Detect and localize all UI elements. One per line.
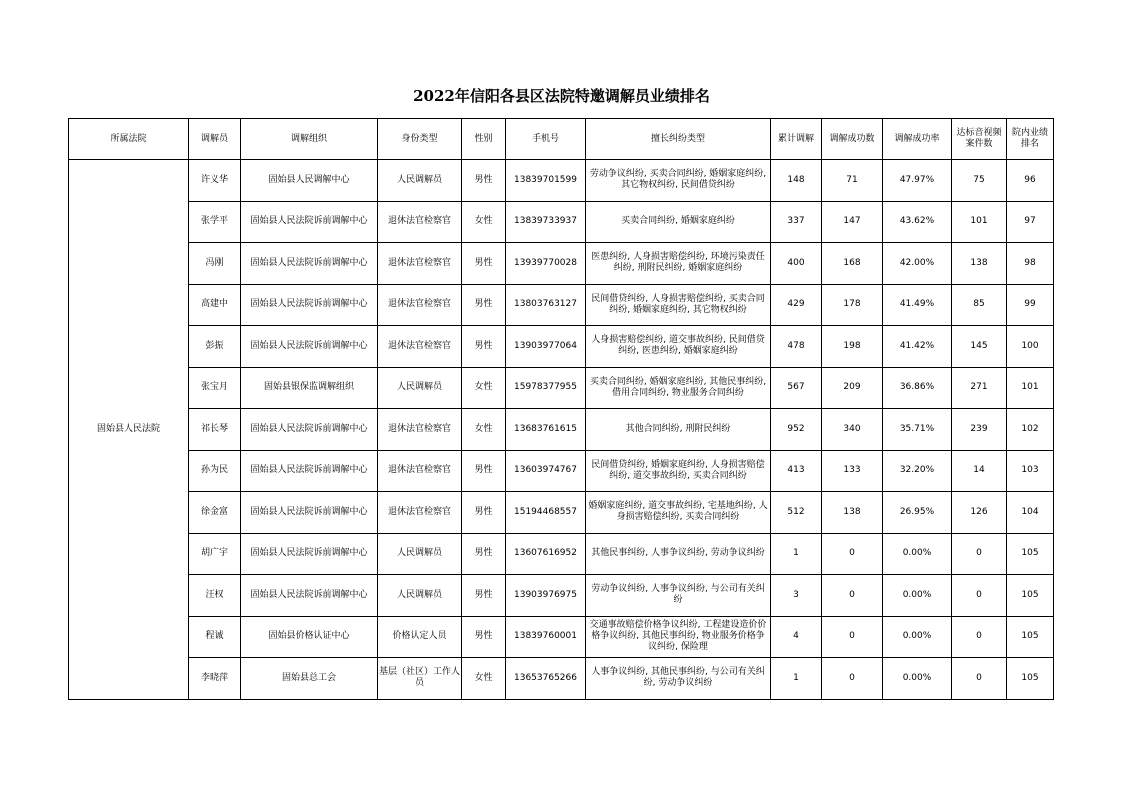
identity-cell: 退休法官检察官 bbox=[378, 201, 462, 243]
rate-cell: 0.00% bbox=[883, 575, 952, 617]
gender-cell: 女性 bbox=[462, 201, 506, 243]
organization-cell: 固始县人民法院诉前调解中心 bbox=[241, 326, 378, 368]
rate-cell: 43.62% bbox=[883, 201, 952, 243]
rate-cell: 35.71% bbox=[883, 409, 952, 451]
court-cell: 固始县人民法院 bbox=[69, 160, 189, 700]
gender-cell: 女性 bbox=[462, 409, 506, 451]
organization-cell: 固始县人民法院诉前调解中心 bbox=[241, 284, 378, 326]
header-court: 所属法院 bbox=[69, 119, 189, 160]
rate-cell: 0.00% bbox=[883, 658, 952, 700]
rate-cell: 42.00% bbox=[883, 243, 952, 285]
gender-cell: 男性 bbox=[462, 284, 506, 326]
rank-cell: 103 bbox=[1007, 450, 1054, 492]
phone-cell: 13683761615 bbox=[506, 409, 586, 451]
rank-cell: 104 bbox=[1007, 492, 1054, 534]
mediator-name-cell: 程诚 bbox=[189, 616, 241, 658]
total-cell: 567 bbox=[771, 367, 822, 409]
success-cell: 0 bbox=[822, 533, 883, 575]
organization-cell: 固始县人民法院诉前调解中心 bbox=[241, 409, 378, 451]
gender-cell: 男性 bbox=[462, 533, 506, 575]
header-specialty: 擅长纠纷类型 bbox=[586, 119, 771, 160]
phone-cell: 13939770028 bbox=[506, 243, 586, 285]
specialty-cell: 买卖合同纠纷, 婚姻家庭纠纷 bbox=[586, 201, 771, 243]
table-row bbox=[69, 533, 1054, 575]
identity-cell: 价格认定人员 bbox=[378, 616, 462, 658]
rate-cell: 41.42% bbox=[883, 326, 952, 368]
av-cases-cell: 0 bbox=[952, 616, 1007, 658]
total-cell: 413 bbox=[771, 450, 822, 492]
success-cell: 0 bbox=[822, 575, 883, 617]
av-cases-cell: 0 bbox=[952, 533, 1007, 575]
gender-cell: 男性 bbox=[462, 450, 506, 492]
rank-cell: 105 bbox=[1007, 533, 1054, 575]
specialty-cell: 婚姻家庭纠纷, 道交事故纠纷, 宅基地纠纷, 人身损害赔偿纠纷, 买卖合同纠纷 bbox=[586, 492, 771, 534]
header-gender: 性别 bbox=[462, 119, 506, 160]
table-row bbox=[69, 658, 1054, 700]
table-row bbox=[69, 450, 1054, 492]
table-row bbox=[69, 575, 1054, 617]
rate-cell: 0.00% bbox=[883, 533, 952, 575]
gender-cell: 女性 bbox=[462, 658, 506, 700]
specialty-cell: 人身损害赔偿纠纷, 道交事故纠纷, 民间借贷纠纷, 医患纠纷, 婚姻家庭纠纷 bbox=[586, 326, 771, 368]
table-row bbox=[69, 201, 1054, 243]
header-phone: 手机号 bbox=[506, 119, 586, 160]
header-mediator: 调解员 bbox=[189, 119, 241, 160]
rank-cell: 105 bbox=[1007, 616, 1054, 658]
organization-cell: 固始县人民法院诉前调解中心 bbox=[241, 575, 378, 617]
table-row bbox=[69, 243, 1054, 285]
gender-cell: 男性 bbox=[462, 575, 506, 617]
phone-cell: 13903977064 bbox=[506, 326, 586, 368]
identity-cell: 退休法官检察官 bbox=[378, 409, 462, 451]
table-row bbox=[69, 284, 1054, 326]
organization-cell: 固始县银保监调解组织 bbox=[241, 367, 378, 409]
table-row bbox=[69, 160, 1054, 202]
identity-cell: 人民调解员 bbox=[378, 575, 462, 617]
table-body bbox=[69, 160, 1054, 700]
total-cell: 400 bbox=[771, 243, 822, 285]
rank-cell: 96 bbox=[1007, 160, 1054, 202]
phone-cell: 13839760001 bbox=[506, 616, 586, 658]
rank-cell: 105 bbox=[1007, 658, 1054, 700]
av-cases-cell: 101 bbox=[952, 201, 1007, 243]
success-cell: 168 bbox=[822, 243, 883, 285]
rate-cell: 32.20% bbox=[883, 450, 952, 492]
table-row bbox=[69, 326, 1054, 368]
identity-cell: 人民调解员 bbox=[378, 533, 462, 575]
success-cell: 71 bbox=[822, 160, 883, 202]
identity-cell: 退休法官检察官 bbox=[378, 492, 462, 534]
organization-cell: 固始县人民调解中心 bbox=[241, 160, 378, 202]
total-cell: 3 bbox=[771, 575, 822, 617]
mediator-name-cell: 冯刚 bbox=[189, 243, 241, 285]
identity-cell: 退休法官检察官 bbox=[378, 450, 462, 492]
av-cases-cell: 85 bbox=[952, 284, 1007, 326]
mediator-name-cell: 李晓萍 bbox=[189, 658, 241, 700]
rank-cell: 105 bbox=[1007, 575, 1054, 617]
phone-cell: 13607616952 bbox=[506, 533, 586, 575]
total-cell: 429 bbox=[771, 284, 822, 326]
mediator-name-cell: 胡广宇 bbox=[189, 533, 241, 575]
total-cell: 478 bbox=[771, 326, 822, 368]
document-title: 2022年信阳各县区法院特邀调解员业绩排名 bbox=[413, 87, 710, 105]
specialty-cell: 人事争议纠纷, 其他民事纠纷, 与公司有关纠纷, 劳动争议纠纷 bbox=[586, 658, 771, 700]
rank-cell: 97 bbox=[1007, 201, 1054, 243]
mediator-name-cell: 徐金富 bbox=[189, 492, 241, 534]
mediator-name-cell: 张宝月 bbox=[189, 367, 241, 409]
mediator-name-cell: 彭振 bbox=[189, 326, 241, 368]
phone-cell: 13603974767 bbox=[506, 450, 586, 492]
identity-cell: 退休法官检察官 bbox=[378, 326, 462, 368]
mediator-name-cell: 许义华 bbox=[189, 160, 241, 202]
gender-cell: 男性 bbox=[462, 492, 506, 534]
success-cell: 138 bbox=[822, 492, 883, 534]
av-cases-cell: 14 bbox=[952, 450, 1007, 492]
ranking-table bbox=[68, 118, 1054, 700]
rate-cell: 26.95% bbox=[883, 492, 952, 534]
organization-cell: 固始县人民法院诉前调解中心 bbox=[241, 533, 378, 575]
identity-cell: 基层（社区）工作人员 bbox=[378, 658, 462, 700]
header-rate: 调解成功率 bbox=[883, 119, 952, 160]
rate-cell: 41.49% bbox=[883, 284, 952, 326]
organization-cell: 固始县人民法院诉前调解中心 bbox=[241, 201, 378, 243]
specialty-cell: 劳动争议纠纷, 买卖合同纠纷, 婚姻家庭纠纷, 其它物权纠纷, 民间借贷纠纷 bbox=[586, 160, 771, 202]
gender-cell: 男性 bbox=[462, 616, 506, 658]
gender-cell: 女性 bbox=[462, 367, 506, 409]
specialty-cell: 其他合同纠纷, 刑附民纠纷 bbox=[586, 409, 771, 451]
success-cell: 0 bbox=[822, 658, 883, 700]
identity-cell: 退休法官检察官 bbox=[378, 284, 462, 326]
rate-cell: 36.86% bbox=[883, 367, 952, 409]
header-av-cases: 达标音视频案件数 bbox=[952, 119, 1007, 160]
phone-cell: 15978377955 bbox=[506, 367, 586, 409]
organization-cell: 固始县人民法院诉前调解中心 bbox=[241, 492, 378, 534]
total-cell: 4 bbox=[771, 616, 822, 658]
av-cases-cell: 0 bbox=[952, 658, 1007, 700]
phone-cell: 13903976975 bbox=[506, 575, 586, 617]
mediator-name-cell: 汪权 bbox=[189, 575, 241, 617]
gender-cell: 男性 bbox=[462, 160, 506, 202]
specialty-cell: 交通事故赔偿价格争议纠纷, 工程建设造价价格争议纠纷, 其他民事纠纷, 物业服务价格争议纠纷, 保险理 bbox=[586, 616, 771, 658]
identity-cell: 人民调解员 bbox=[378, 367, 462, 409]
rank-cell: 98 bbox=[1007, 243, 1054, 285]
table-row bbox=[69, 492, 1054, 534]
total-cell: 1 bbox=[771, 533, 822, 575]
phone-cell: 13839733937 bbox=[506, 201, 586, 243]
header-organization: 调解组织 bbox=[241, 119, 378, 160]
specialty-cell: 买卖合同纠纷, 婚姻家庭纠纷, 其他民事纠纷, 借用合同纠纷, 物业服务合同纠纷 bbox=[586, 367, 771, 409]
organization-cell: 固始县人民法院诉前调解中心 bbox=[241, 450, 378, 492]
success-cell: 178 bbox=[822, 284, 883, 326]
phone-cell: 13839701599 bbox=[506, 160, 586, 202]
rank-cell: 101 bbox=[1007, 367, 1054, 409]
mediator-name-cell: 孙为民 bbox=[189, 450, 241, 492]
success-cell: 209 bbox=[822, 367, 883, 409]
phone-cell: 13803763127 bbox=[506, 284, 586, 326]
success-cell: 133 bbox=[822, 450, 883, 492]
av-cases-cell: 145 bbox=[952, 326, 1007, 368]
mediator-name-cell: 张学平 bbox=[189, 201, 241, 243]
rank-cell: 99 bbox=[1007, 284, 1054, 326]
phone-cell: 15194468557 bbox=[506, 492, 586, 534]
phone-cell: 13653765266 bbox=[506, 658, 586, 700]
mediator-name-cell: 高建中 bbox=[189, 284, 241, 326]
rate-cell: 47.97% bbox=[883, 160, 952, 202]
specialty-cell: 其他民事纠纷, 人事争议纠纷, 劳动争议纠纷 bbox=[586, 533, 771, 575]
success-cell: 0 bbox=[822, 616, 883, 658]
header-rank: 院内业绩排名 bbox=[1007, 119, 1054, 160]
av-cases-cell: 126 bbox=[952, 492, 1007, 534]
organization-cell: 固始县总工会 bbox=[241, 658, 378, 700]
specialty-cell: 医患纠纷, 人身损害赔偿纠纷, 环境污染责任纠纷, 刑附民纠纷, 婚姻家庭纠纷 bbox=[586, 243, 771, 285]
table-row bbox=[69, 616, 1054, 658]
header-total: 累计调解 bbox=[771, 119, 822, 160]
rank-cell: 102 bbox=[1007, 409, 1054, 451]
total-cell: 148 bbox=[771, 160, 822, 202]
success-cell: 340 bbox=[822, 409, 883, 451]
mediator-name-cell: 祁长琴 bbox=[189, 409, 241, 451]
identity-cell: 退休法官检察官 bbox=[378, 243, 462, 285]
specialty-cell: 民间借贷纠纷, 婚姻家庭纠纷, 人身损害赔偿纠纷, 道交事故纠纷, 买卖合同纠纷 bbox=[586, 450, 771, 492]
rate-cell: 0.00% bbox=[883, 616, 952, 658]
header-identity: 身份类型 bbox=[378, 119, 462, 160]
av-cases-cell: 0 bbox=[952, 575, 1007, 617]
organization-cell: 固始县人民法院诉前调解中心 bbox=[241, 243, 378, 285]
gender-cell: 男性 bbox=[462, 326, 506, 368]
specialty-cell: 劳动争议纠纷, 人事争议纠纷, 与公司有关纠纷 bbox=[586, 575, 771, 617]
gender-cell: 男性 bbox=[462, 243, 506, 285]
av-cases-cell: 271 bbox=[952, 367, 1007, 409]
total-cell: 512 bbox=[771, 492, 822, 534]
identity-cell: 人民调解员 bbox=[378, 160, 462, 202]
organization-cell: 固始县价格认证中心 bbox=[241, 616, 378, 658]
av-cases-cell: 75 bbox=[952, 160, 1007, 202]
header-row bbox=[69, 119, 1054, 160]
success-cell: 147 bbox=[822, 201, 883, 243]
specialty-cell: 民间借贷纠纷, 人身损害赔偿纠纷, 买卖合同纠纷, 婚姻家庭纠纷, 其它物权纠纷 bbox=[586, 284, 771, 326]
total-cell: 1 bbox=[771, 658, 822, 700]
header-success: 调解成功数 bbox=[822, 119, 883, 160]
success-cell: 198 bbox=[822, 326, 883, 368]
total-cell: 337 bbox=[771, 201, 822, 243]
table-row bbox=[69, 367, 1054, 409]
rank-cell: 100 bbox=[1007, 326, 1054, 368]
av-cases-cell: 239 bbox=[952, 409, 1007, 451]
av-cases-cell: 138 bbox=[952, 243, 1007, 285]
total-cell: 952 bbox=[771, 409, 822, 451]
table-row bbox=[69, 409, 1054, 451]
